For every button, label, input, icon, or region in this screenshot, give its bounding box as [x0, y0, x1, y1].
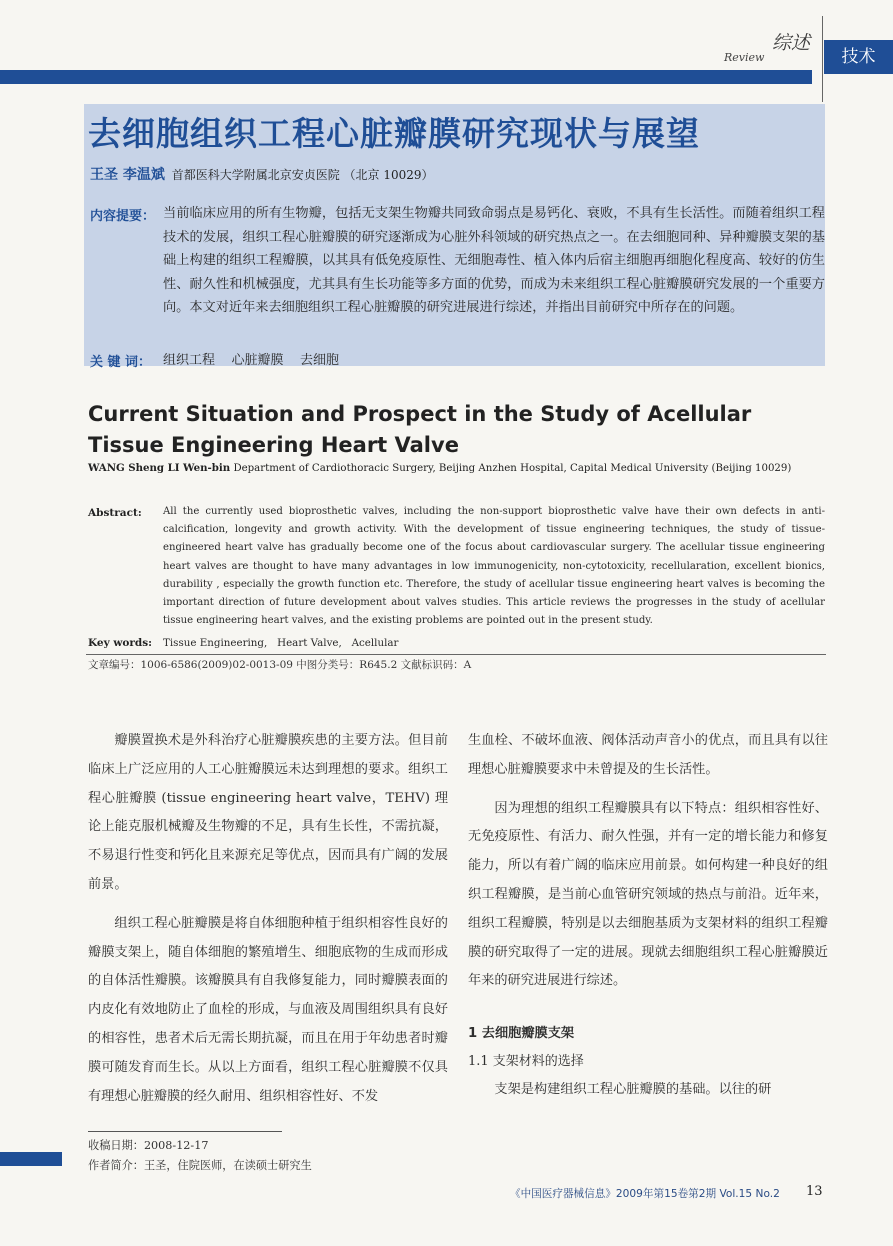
abstract-cn-label: 内容提要： [90, 209, 156, 224]
abstract-divider [86, 654, 826, 655]
article-info-line: 文章编号：1006-6586(2009)02-0013-09 中图分类号：R645.2 文献标识码：A [88, 659, 472, 671]
body-column-right [468, 727, 828, 1105]
author-line-cn [90, 164, 434, 184]
section-label-en: Review [724, 51, 765, 64]
category-tag: 技术 [824, 40, 893, 74]
body-paragraph-continued: 生血栓、不破坏血液、阀体活动声音小的优点，而且具有以往理想心脏瓣膜要求中未曾提及的生长活性。 [468, 733, 828, 777]
keywords-en: Tissue Engineering, Heart Valve, Acellular [163, 637, 399, 649]
section-label-cn: 综述 [772, 32, 811, 54]
keywords-cn: 组织工程 心脏瓣膜 去细胞 [163, 353, 340, 368]
author-line-en [88, 462, 791, 474]
received-date: 收稿日期：2008-12-17 [88, 1139, 209, 1152]
abstract-en: All the currently used bioprosthetic valves, including the non-support bioprosthetic valve have their own defects in anti-calcification, longevity and growth activity. With the development of tissue engineering techniques, the study of tissue-engineered heart valve has gradually become one of the focus about cardiovascular surgery. The acellular tissue engineering heart valves are thought to have many advantages in low immunogenicity, non-cytotoxicity, recellularation, excellent bionics, durability , especially the growth function etc. Therefore, the study of acellular tissue engineering heart valves is becoming the important direction of future development about valves studies. This article reviews the progresses in the study of acellular tissue engineering heart valves, and the existing problems are pointed out in the present study. [163, 506, 825, 627]
author-bio: 作者简介：王圣，住院医师，在读硕士研究生 [88, 1159, 312, 1172]
article-title-en: Current Situation and Prospect in the Study of Acellular Tissue Engineering Heart Valve [88, 402, 752, 457]
journal-citation: 《中国医疗器械信息》2009年第15卷第2期 Vol.15 No.2 [510, 1188, 780, 1200]
body-paragraph: 因为理想的组织工程瓣膜具有以下特点：组织相容性好、无免疫原性、有活力、耐久性强，并有一定的增长能力和修复能力，所以有着广阔的临床应用前景。如何构建一种良好的组织工程瓣膜，是当前心血管研究领域的热点与前沿。近年来，组织工程瓣膜，特别是以去细胞基质为支架材料的组织工程瓣膜的研究取得了一定的进展。现就去细胞组织工程心脏瓣膜近年来的研究进展进行综述。 [468, 800, 828, 989]
subsection-heading: 1.1 支架材料的选择 [468, 1054, 584, 1070]
body-column-left [88, 727, 448, 1111]
affiliation-cn: 首都医科大学附属北京安贞医院 （北京 10029） [171, 168, 434, 182]
footer-color-bar [0, 1152, 62, 1166]
affiliation-en: Department of Cardiothoracic Surgery, Beijing Anzhen Hospital, Capital Medical University (Beijing 10029) [233, 463, 792, 474]
body-paragraph: 组织工程心脏瓣膜是将自体细胞种植于组织相容性良好的瓣膜支架上，随自体细胞的繁殖增生、细胞底物的生成而形成的自体活性瓣膜。该瓣膜具有自我修复能力，同时瓣膜表面的内皮化有效地防止了血栓的形成，与血液及周围组织具有良好的相容性，患者术后无需长期抗凝，而且在用于年幼患者时瓣膜可随发育而生长。从以上方面看，组织工程心脏瓣膜不仅具有理想心脏瓣膜的经久耐用、组织相容性好、不发 [88, 915, 448, 1104]
body-paragraph: 支架是构建组织工程心脏瓣膜的基础。以往的研 [494, 1082, 772, 1098]
authors-en: WANG Sheng LI Wen-bin [88, 462, 231, 474]
abstract-cn: 当前临床应用的所有生物瓣，包括无支架生物瓣共同致命弱点是易钙化、衰败，不具有生长活性。而随着组织工程技术的发展，组织工程心脏瓣膜的研究逐渐成为心脏外科领域的研究热点之一。在去细胞同种、异种瓣膜支架的基础上构建的组织工程瓣膜，以其具有低免疫原性、无细胞毒性、植入体内后宿主细胞再细胞化程度高、较好的仿生性、耐久性和机械强度，尤其具有生长功能等多方面的优势，而成为未来组织工程心脏瓣膜研究发展的一个重要方向。本文对近年来去细胞组织工程心脏瓣膜的研究进展进行综述，并指出目前研究中所存在的问题。 [163, 206, 825, 316]
abstract-en-label: Abstract: [88, 507, 142, 519]
footnote-divider [88, 1131, 282, 1132]
header-color-bar [0, 70, 812, 84]
page-number: 13 [806, 1184, 823, 1199]
body-paragraph: 瓣膜置换术是外科治疗心脏瓣膜疾患的主要方法。但目前临床上广泛应用的人工心脏瓣膜远未达到理想的要求。组织工程心脏瓣膜 (tissue engineering heart valve，TEHV) 理论上能克服机械瓣及生物瓣的不足，具有生长性，不需抗凝，不易退行性变和钙化且来源充足等优点，因而具有广阔的发展前景。 [88, 733, 448, 892]
keywords-cn-label: 关 键 词： [90, 355, 152, 370]
authors-cn: 王圣 李温斌 [90, 167, 165, 183]
article-title-cn: 去细胞组织工程心脏瓣膜研究现状与展望 [88, 114, 700, 153]
section-heading: 1 去细胞瓣膜支架 [468, 1026, 575, 1042]
header-divider [822, 16, 823, 102]
keywords-en-label: Key words: [88, 637, 153, 649]
